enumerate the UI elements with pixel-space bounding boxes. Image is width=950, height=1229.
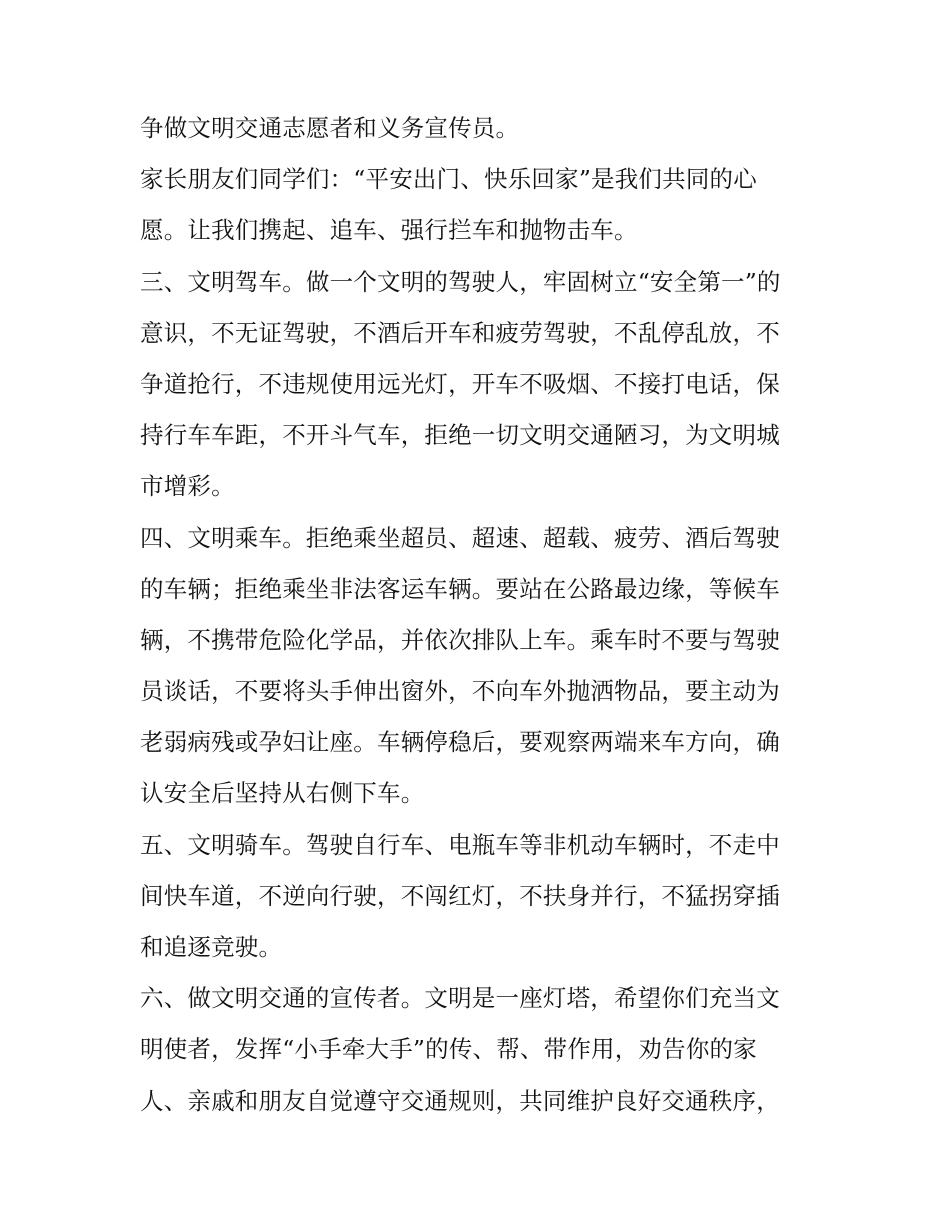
text-line: 四、文明乘车。拒绝乘坐超员、超速、超载、疲劳、酒后驾驶 — [140, 523, 780, 552]
text-line: 争道抢行，不违规使用远光灯，开车不吸烟、不接打电话，保 — [140, 369, 780, 398]
text-line: 持行车车距，不开斗气车，拒绝一切文明交通陋习，为文明城 — [140, 421, 780, 450]
text-line: 和追逐竞驶。 — [140, 933, 283, 961]
text-line: 辆，不携带危险化学品，并依次排队上车。乘车时不要与驾驶 — [140, 625, 780, 654]
text-line: 间快车道，不逆向行驶，不闯红灯，不扶身并行，不猛拐穿插 — [140, 881, 780, 910]
text-line: 员谈话，不要将头手伸出窗外，不向车外抛洒物品，要主动为 — [140, 677, 780, 706]
text-line: 市增彩。 — [140, 472, 235, 501]
body-text — [140, 103, 840, 1127]
text-line: 人、亲戚和朋友自觉遵守交通规则，共同维护良好交通秩序， — [140, 1086, 780, 1115]
text-line: 争做文明交通志愿者和义务宣传员。 — [140, 114, 520, 142]
text-line: 愿。让我们携起、追车、强行拦车和抛物击车。 — [140, 216, 638, 245]
text-line: 三、文明驾车。做一个文明的驾驶人，牢固树立“安全第一”的 — [140, 267, 781, 296]
text-line: 认安全后坚持从右侧下车。 — [140, 779, 425, 808]
text-line: 六、做文明交通的宣传者。文明是一座灯塔，希望你们充当文 — [140, 984, 780, 1013]
text-line: 意识，不无证驾驶，不酒后开车和疲劳驾驶，不乱停乱放，不 — [140, 318, 780, 347]
text-line: 的车辆；拒绝乘坐非法客运车辆。要站在公路最边缘，等候车 — [140, 574, 780, 603]
text-line: 家长朋友们同学们：“平安出门、快乐回家”是我们共同的心 — [140, 165, 757, 194]
text-line: 老弱病残或孕妇让座。车辆停稳后，要观察两端来车方向，确 — [140, 728, 780, 757]
text-line: 明使者，发挥“小手牵大手”的传、帮、带作用，劝告你的家 — [140, 1035, 757, 1064]
text-line: 五、文明骑车。驾驶自行车、电瓶车等非机动车辆时，不走中 — [140, 830, 780, 859]
